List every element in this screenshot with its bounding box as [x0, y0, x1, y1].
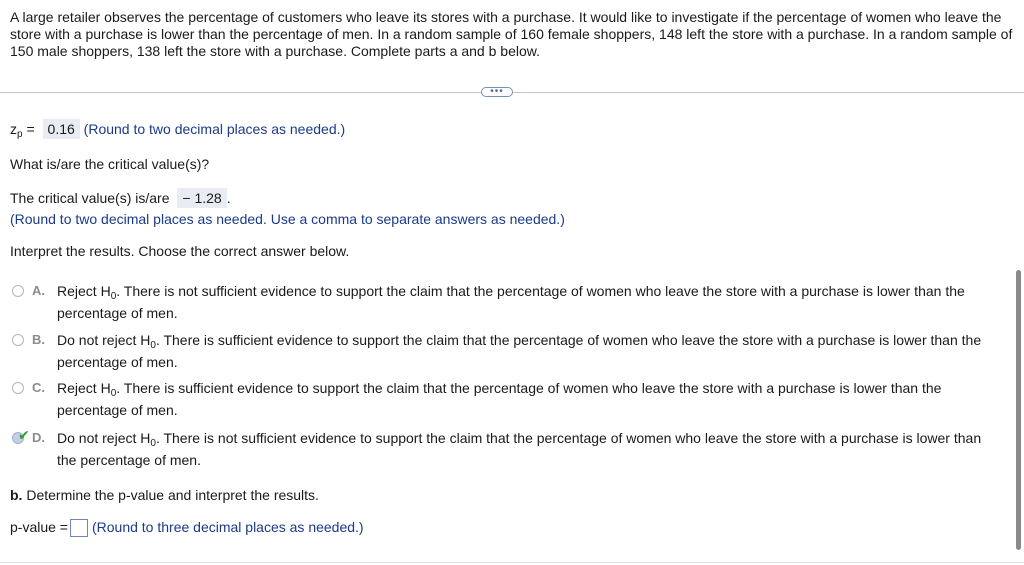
zp-row: [10, 119, 345, 139]
option-b-letter: B.: [32, 332, 45, 347]
part-b-letter: b.: [10, 487, 23, 503]
option-b-text: Do not reject $H_0$. There is sufficient evidence to support the claim that the percentage of women who leave the store with a purchase is lower than the percentage of men.: [57, 332, 982, 370]
checkmark-icon: ✔: [18, 427, 30, 443]
zp-answer[interactable]: 0.16: [43, 119, 80, 139]
critical-row: [10, 188, 231, 208]
option-a-radio[interactable]: [12, 285, 24, 297]
pvalue-hint: (Round to three decimal places as needed.): [91, 519, 364, 535]
option-a-text: Reject $H_0$. There is not sufficient evidence to support the claim that the percentage of women who leave the store with a purchase is lower than the percentage of men.: [57, 283, 965, 321]
critical-answer[interactable]: − 1.28: [177, 188, 226, 208]
critical-question: What is/are the critical value(s)?: [10, 156, 210, 172]
option-b-radio[interactable]: [12, 334, 24, 346]
part-b-text: Determine the p-value and interpret the results.: [22, 487, 319, 503]
option-c-letter: C.: [32, 380, 45, 395]
expand-button[interactable]: •••: [481, 87, 513, 97]
bottom-divider: [0, 562, 1024, 563]
option-a-letter: A.: [32, 283, 45, 298]
zp-label: $z_p$: [10, 121, 23, 140]
vertical-scrollbar[interactable]: [1016, 270, 1021, 550]
interpret-prompt: Interpret the results. Choose the correct answer below.: [10, 243, 350, 259]
critical-prefix: The critical value(s) is/are: [10, 190, 170, 206]
option-d-text: Do not reject $H_0$. There is not sufficient evidence to support the claim that the percentage of women who leave the store with a purchase is lower than the percentage of men.: [57, 430, 982, 468]
part-b-heading: [10, 487, 319, 503]
zp-equals: =: [26, 121, 35, 137]
zp-hint: (Round to two decimal places as needed.): [83, 121, 346, 137]
pvalue-row: [10, 519, 364, 537]
pvalue-label: p-value =: [10, 519, 68, 535]
critical-hint: (Round to two decimal places as needed. Use a comma to separate answers as needed.): [10, 211, 565, 227]
problem-statement: A large retailer observes the percentage of customers who leave its stores with a purchase. It would like to investigate if the percentage of women who leave the store with a purchase is lower than the percentage of men. In a random sample of 160 female shoppers, 148 left the store with a purchase. In a random sample of 150 male shoppers, 138 left the store with a purchase. Complete parts a and b below.: [10, 9, 1013, 59]
option-c-text: Reject $H_0$. There is sufficient evidence to support the claim that the percentage of women who leave the store with a purchase is lower than the percentage of men.: [57, 380, 942, 418]
option-d-letter: D.: [32, 430, 45, 445]
pvalue-input[interactable]: [70, 519, 88, 537]
option-c-radio[interactable]: [12, 382, 24, 394]
critical-suffix: .: [226, 190, 231, 206]
